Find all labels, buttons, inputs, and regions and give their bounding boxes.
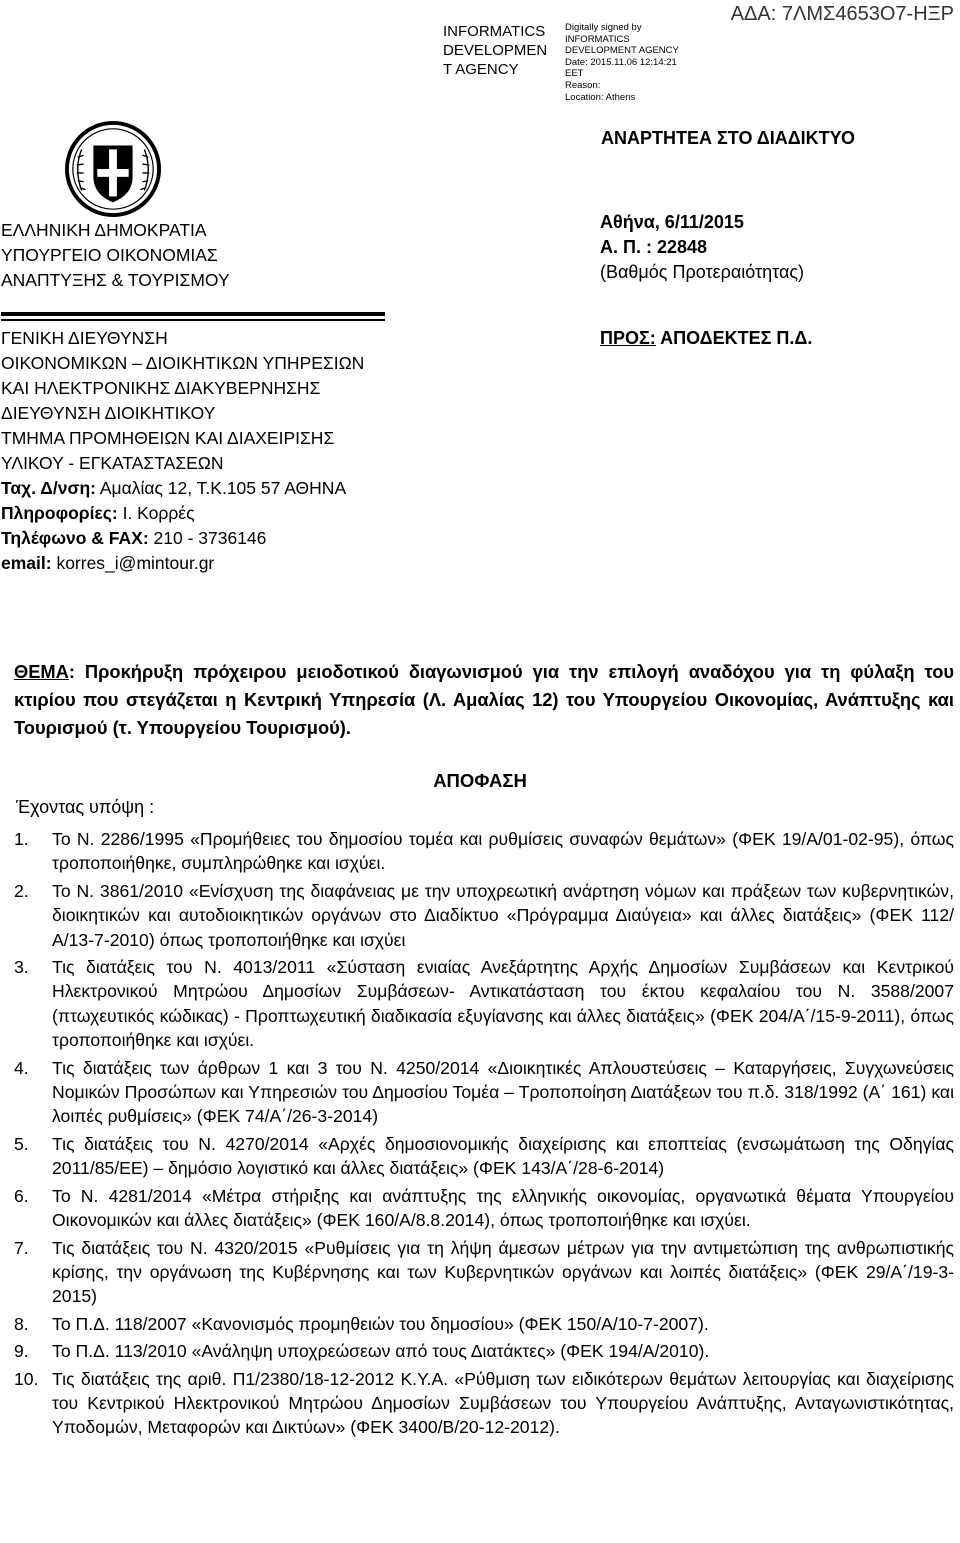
list-item bbox=[14, 1312, 954, 1336]
info-label: Πληροφορίες: bbox=[1, 503, 118, 523]
publish-notice: ΑΝΑΡΤΗΤΕΑ ΣΤΟ ΔΙΑΔΙΚΤΥΟ bbox=[601, 128, 855, 148]
subject-label: ΘΕΜΑ bbox=[14, 661, 69, 682]
item-number: 7. bbox=[14, 1237, 29, 1258]
signer-line: T AGENCY bbox=[443, 61, 519, 78]
document-meta bbox=[600, 210, 804, 285]
list-item bbox=[14, 1184, 954, 1233]
signature-detail-line: Reason: bbox=[565, 79, 601, 91]
decision-title: ΑΠΟΦΑΣΗ bbox=[433, 770, 527, 791]
signature-signer bbox=[443, 22, 563, 79]
signature-detail-line: Digitally signed by bbox=[565, 22, 642, 33]
department-header bbox=[1, 326, 364, 576]
list-item bbox=[14, 827, 954, 876]
item-number: 6. bbox=[14, 1185, 29, 1206]
department-line: ΥΛΙΚΟΥ - ΕΓΚΑΤΑΣΤΑΣΕΩΝ bbox=[1, 453, 224, 473]
address-line bbox=[1, 476, 364, 501]
item-text: Τις διατάξεις της αριθ. Π1/2380/18-12-2012 Κ.Υ.Α. «Ρύθμιση των ειδικότερων θεμάτων λειτουργίας και διαχείρισης του Κεντρικού Ηλεκτρονικού Μητρώου Δημοσίων Συμβάσεων του Υπουργείου Ανάπτυξης, Ανταγωνιστικότητας, Υποδομών, Μεταφορών και Δικτύων» (ΦΕΚ 3400/Β/20-12-2012). bbox=[52, 1368, 954, 1438]
list-item bbox=[14, 1132, 954, 1181]
department-line: ΚΑΙ ΗΛΕΚΤΡΟΝΙΚΗΣ ΔΙΑΚΥΒΕΡΝΗΣΗΣ bbox=[1, 378, 321, 398]
signature-detail-line: INFORMATICS bbox=[565, 33, 630, 45]
subject-text: : Προκήρυξη πρόχειρου μειοδοτικού διαγωνισμού για την επιλογή αναδόχου για τη φύλαξη του κτιρίου που στεγάζεται η Κεντρική Υπηρεσία (Λ. Αμαλίας 12) του Υπουργείου Οικονομίας, Ανάπτυξης και Τουρισμού (τ. Υπουργείου Τουρισμού). bbox=[14, 661, 954, 738]
date-line: Αθήνα, 6/11/2015 bbox=[600, 212, 744, 232]
item-text: Τις διατάξεις του Ν. 4013/2011 «Σύσταση ενιαίας Ανεξάρτητης Αρχής Δημοσίων Συμβάσεων και Κεντρικού Ηλεκτρονικού Μητρώου Δημοσίων Συμβάσεων- Αντικατάσταση του έκτου κεφαλαίου του Ν. 3588/2007 (πτωχευτικός κώδικας) - Προπτωχευτική διαδικασία εξυγίανσης και άλλες διατάξεις» (ΦΕΚ 204/Α΄/15-9-2011), όπως τροποποιήθηκε και ισχύει. bbox=[52, 957, 954, 1051]
protocol-number: Α. Π. : 22848 bbox=[600, 237, 708, 257]
item-number: 4. bbox=[14, 1057, 29, 1078]
item-text: Το Ν. 2286/1995 «Προμήθειες του δημοσίου τομέα και ρυθμίσεις συναφών θεμάτων» (ΦΕΚ 19/Α/01-02-95), όπως τροποποιήθηκε, συμπληρώθηκε και ισχύει. bbox=[52, 829, 954, 874]
item-text: Τις διατάξεις των άρθρων 1 και 3 του Ν. 4250/2014 «Διοικητικές Απλουστεύσεις – Καταργήσεις, Συγχωνεύσεις Νομικών Προσώπων και Υπηρεσιών του Δημοσίου Τομέα – Τροποποίηση Διατάξεων του π.δ. 318/1992 (Α΄ 161) και λοιπές ρυθμίσεις» (ΦΕΚ 74/Α΄/26-3-2014) bbox=[52, 1057, 954, 1127]
item-number: 3. bbox=[14, 957, 29, 978]
email-line bbox=[1, 551, 364, 576]
item-text: Τις διατάξεις του Ν. 4320/2015 «Ρυθμίσεις για τη λήψη άμεσων μέτρων για την αντιμετώπιση της ανθρωπιστικής κρίσης, την οργάνωση της Κυβέρνησης και των Κυβερνητικών οργάνων και λοιπές διατάξεις» (ΦΕΚ 29/Α΄/19-3-2015) bbox=[52, 1237, 954, 1307]
list-item bbox=[14, 1056, 954, 1129]
department-line: ΔΙΕΥΘΥΝΣΗ ΔΙΟΙΚΗΤΙΚΟΥ bbox=[1, 403, 216, 423]
address-label: Ταχ. Δ/νση: bbox=[1, 478, 96, 498]
phone-line bbox=[1, 526, 364, 551]
priority-line: (Βαθμός Προτεραιότητας) bbox=[600, 262, 805, 282]
recipient-label: ΠΡΟΣ: bbox=[600, 328, 656, 348]
item-number: 1. bbox=[14, 829, 29, 849]
greek-coat-of-arms-icon bbox=[64, 120, 162, 218]
ada-code: ΑΔΑ: 7ΛΜΣ4653Ο7-ΗΞΡ bbox=[730, 3, 954, 25]
list-item bbox=[14, 879, 954, 952]
recipient-line bbox=[600, 326, 812, 351]
item-text: Το Ν. 3861/2010 «Ενίσχυση της διαφάνειας με την υποχρεωτική ανάρτηση νόμων και πράξεων των κυβερνητικών, διοικητικών και αυτοδιοικητικών οργάνων στο Διαδίκτυο «Πρόγραμμα Διαύγεια» και άλλες διατάξεις» (ΦΕΚ 112/Α/13-7-2010) όπως τροποποιήθηκε και ισχύει bbox=[52, 880, 954, 950]
item-number: 5. bbox=[14, 1133, 29, 1154]
divider bbox=[1, 312, 385, 316]
item-number: 8. bbox=[14, 1313, 29, 1334]
ministry-header bbox=[1, 218, 230, 293]
preamble: Έχοντας υπόψη : bbox=[16, 797, 155, 817]
signature-detail-line: EET bbox=[565, 68, 584, 80]
item-number: 10. bbox=[14, 1368, 39, 1389]
info-value: Ι. Κορρές bbox=[117, 503, 195, 523]
considerations-list bbox=[14, 827, 954, 1440]
email-value: korres_i@mintour.gr bbox=[51, 553, 215, 573]
list-item bbox=[14, 955, 954, 1053]
phone-label: Τηλέφωνο & FAX: bbox=[1, 528, 149, 548]
ministry-line: ΑΝΑΠΤΥΞΗΣ & ΤΟΥΡΙΣΜΟΥ bbox=[1, 270, 230, 290]
subject-paragraph bbox=[14, 658, 954, 742]
signer-line: INFORMATICS bbox=[443, 23, 546, 40]
recipient-value: ΑΠΟΔΕΚΤΕΣ Π.Δ. bbox=[655, 328, 813, 348]
email-label: email: bbox=[1, 553, 52, 573]
divider bbox=[1, 319, 385, 321]
signature-detail-line: Date: 2015.11.06 12:14:21 bbox=[565, 56, 677, 68]
signature-detail-line: DEVELOPMENT AGENCY bbox=[565, 45, 679, 57]
list-item bbox=[14, 1367, 954, 1440]
list-item bbox=[14, 1339, 954, 1363]
signature-detail-line: Location: Athens bbox=[565, 91, 636, 103]
item-text: Το Π.Δ. 113/2010 «Ανάληψη υποχρεώσεων από τους Διατάκτες» (ΦΕΚ 194/Α/2010). bbox=[52, 1341, 710, 1362]
phone-value: 210 - 3736146 bbox=[148, 528, 267, 548]
item-number: 2. bbox=[14, 880, 29, 901]
department-line: ΤΜΗΜΑ ΠΡΟΜΗΘΕΙΩΝ ΚΑΙ ΔΙΑΧΕΙΡΙΣΗΣ bbox=[1, 428, 335, 448]
department-line: ΟΙΚΟΝΟΜΙΚΩΝ – ΔΙΟΙΚΗΤΙΚΩΝ ΥΠΗΡΕΣΙΩΝ bbox=[1, 353, 365, 373]
list-item bbox=[14, 1236, 954, 1309]
ministry-line: ΥΠΟΥΡΓΕΙΟ ΟΙΚΟΝΟΜΙΑΣ bbox=[1, 245, 218, 265]
address-value: Αμαλίας 12, Τ.Κ.105 57 ΑΘΗΝΑ bbox=[95, 478, 347, 498]
item-number: 9. bbox=[14, 1341, 29, 1362]
info-line bbox=[1, 501, 364, 526]
signer-line: DEVELOPMEN bbox=[443, 42, 548, 59]
item-text: Τις διατάξεις του Ν. 4270/2014 «Αρχές δημοσιονομικής διαχείρισης και εποπτείας (ενσωμάτωση της Οδηγίας 2011/85/ΕΕ) – δημόσιο λογιστικό και άλλες διατάξεις» (ΦΕΚ 143/Α΄/28-6-2014) bbox=[52, 1133, 954, 1179]
item-text: Το Ν. 4281/2014 «Μέτρα στήριξης και ανάπτυξης της ελληνικής οικονομίας, οργανωτικά θέματα Υπουργείου Οικονομικών και άλλες διατάξεις» (ΦΕΚ 160/Α/8.8.2014), όπως τροποποιήθηκε και ισχύει. bbox=[52, 1185, 954, 1231]
ministry-line: ΕΛΛΗΝΙΚΗ ΔΗΜΟΚΡΑΤΙΑ bbox=[1, 220, 207, 240]
signature-details bbox=[565, 22, 679, 103]
department-line: ΓΕΝΙΚΗ ΔΙΕΥΘΥΝΣΗ bbox=[1, 328, 168, 348]
item-text: Το Π.Δ. 118/2007 «Κανονισμός προμηθειών του δημοσίου» (ΦΕΚ 150/Α/10-7-2007). bbox=[52, 1313, 709, 1334]
